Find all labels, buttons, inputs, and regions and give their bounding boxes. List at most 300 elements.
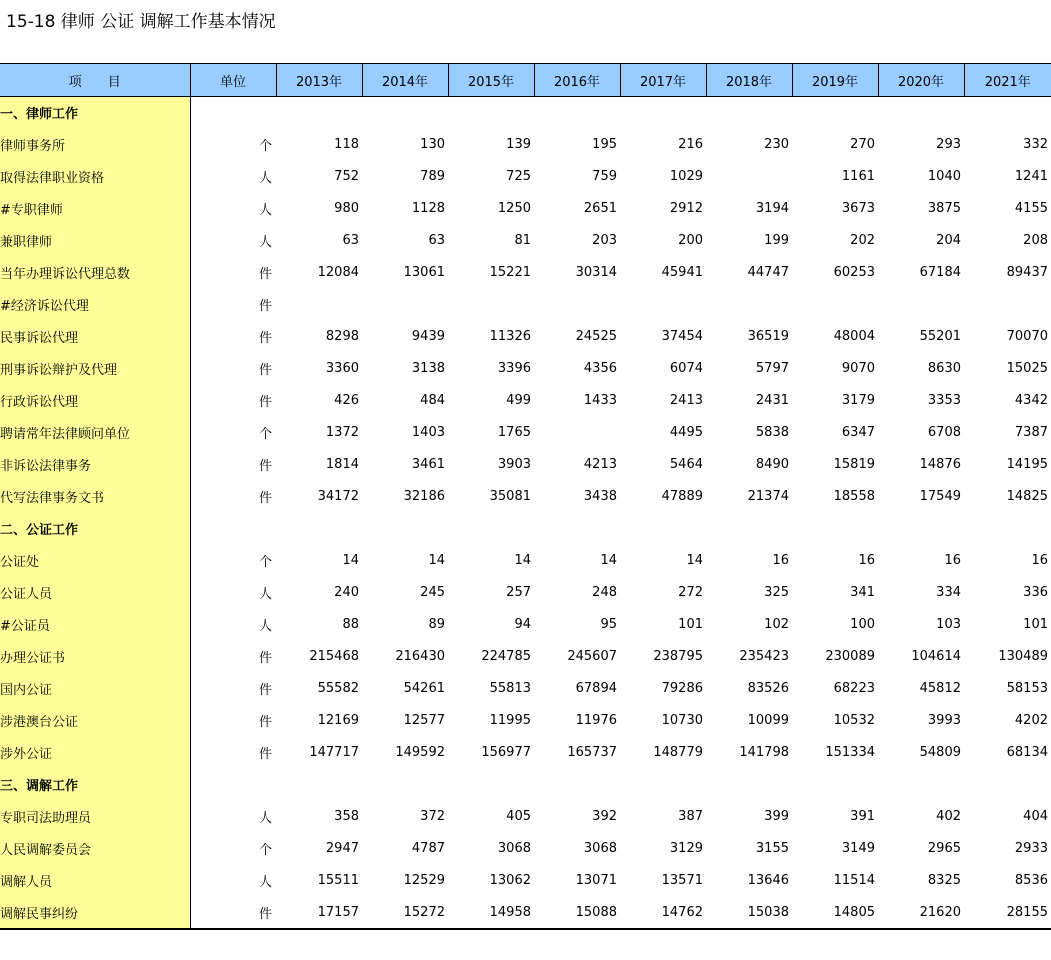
value-cell: 68134: [1006, 745, 1048, 760]
row-label: 代写法律事务文书: [0, 481, 190, 513]
value-cell: [706, 769, 792, 801]
value-cell: 1372: [325, 425, 359, 440]
value-cell: [362, 513, 448, 545]
value-cell: 94: [514, 617, 531, 632]
value-cell: [534, 769, 620, 801]
row-unit: [190, 513, 276, 545]
value-cell: [878, 769, 964, 801]
value-cell: 149592: [395, 745, 445, 760]
value-cell: [276, 289, 362, 321]
value-cell: 8536: [1014, 873, 1048, 888]
value-cell: 151334: [825, 745, 875, 760]
value-cell: 4155: [1014, 201, 1048, 216]
value-cell: 230089: [825, 649, 875, 664]
value-cell: 272: [678, 585, 703, 600]
value-cell: 14: [428, 553, 445, 568]
value-cell: 11976: [575, 713, 617, 728]
value-cell: [620, 97, 706, 129]
table-body: [0, 97, 1051, 929]
value-cell: 5464: [669, 457, 703, 472]
value-cell: 2947: [325, 841, 359, 856]
value-cell: 88: [342, 617, 359, 632]
value-cell: 1161: [841, 169, 875, 184]
table-row: [0, 673, 1051, 705]
value-cell: 203: [592, 233, 617, 248]
row-unit: 个: [258, 139, 272, 154]
value-cell: 789: [420, 169, 445, 184]
row-unit: 人: [258, 587, 272, 602]
value-cell: 12577: [403, 713, 445, 728]
table-row: [0, 833, 1051, 865]
value-cell: 17157: [276, 897, 362, 929]
value-cell: 47889: [661, 489, 703, 504]
row-label: 人民调解委员会: [0, 833, 190, 865]
table-row: [0, 257, 1051, 289]
value-cell: 36519: [747, 329, 789, 344]
value-cell: 6347: [841, 425, 875, 440]
table-row: [0, 481, 1051, 513]
value-cell: 240: [334, 585, 359, 600]
value-cell: 10099: [747, 713, 789, 728]
value-cell: 13646: [747, 873, 789, 888]
value-cell: 156977: [481, 745, 531, 760]
value-cell: 3993: [927, 713, 961, 728]
value-cell: 101: [678, 617, 703, 632]
value-cell: 55813: [489, 681, 531, 696]
value-cell: 1128: [411, 201, 445, 216]
value-cell: [534, 97, 620, 129]
value-cell: 4202: [1014, 713, 1048, 728]
value-cell: 358: [334, 809, 359, 824]
table-row: [0, 161, 1051, 193]
value-cell: 83526: [747, 681, 789, 696]
value-cell: 208: [1023, 233, 1048, 248]
value-cell: 391: [850, 809, 875, 824]
value-cell: [706, 513, 792, 545]
value-cell: 325: [764, 585, 789, 600]
value-cell: 3194: [755, 201, 789, 216]
value-cell: 484: [420, 393, 445, 408]
table-row: [0, 193, 1051, 225]
value-cell: 759: [592, 169, 617, 184]
value-cell: 5797: [755, 361, 789, 376]
table-row: [0, 225, 1051, 257]
table-row: [0, 385, 1051, 417]
value-cell: 245: [420, 585, 445, 600]
value-cell: 89437: [1006, 265, 1048, 280]
value-cell: 13571: [661, 873, 703, 888]
value-cell: 18558: [833, 489, 875, 504]
value-cell: 79286: [661, 681, 703, 696]
value-cell: 15221: [489, 265, 531, 280]
table-row: [0, 577, 1051, 609]
value-cell: 12084: [317, 265, 359, 280]
row-unit: 人: [258, 811, 272, 826]
value-cell: 216430: [395, 649, 445, 664]
value-cell: [706, 289, 792, 321]
row-label: 三、调解工作: [0, 769, 190, 801]
value-cell: [276, 97, 362, 129]
value-cell: 235423: [739, 649, 789, 664]
section-row: [0, 769, 1051, 801]
value-cell: 14: [600, 553, 617, 568]
value-cell: 3068: [497, 841, 531, 856]
value-cell: 14: [514, 553, 531, 568]
value-cell: 13062: [489, 873, 531, 888]
value-cell: 1403: [411, 425, 445, 440]
row-unit: 件: [258, 267, 272, 282]
row-label: 一、律师工作: [0, 97, 190, 129]
value-cell: 15038: [706, 897, 792, 929]
value-cell: 15025: [1006, 361, 1048, 376]
value-cell: 101: [1023, 617, 1048, 632]
row-label: 二、公证工作: [0, 513, 190, 545]
value-cell: 14762: [620, 897, 706, 929]
table-row: [0, 545, 1051, 577]
value-cell: 6708: [927, 425, 961, 440]
value-cell: 24525: [575, 329, 617, 344]
row-label: 刑事诉讼辩护及代理: [0, 353, 190, 385]
row-label: 聘请常年法律顾问单位: [0, 417, 190, 449]
row-unit: 件: [258, 299, 272, 314]
value-cell: [620, 769, 706, 801]
value-cell: 14958: [448, 897, 534, 929]
value-cell: 199: [764, 233, 789, 248]
value-cell: 230: [764, 137, 789, 152]
row-label: 办理公证书: [0, 641, 190, 673]
value-cell: 12529: [403, 873, 445, 888]
table-row: [0, 865, 1051, 897]
row-label: #专职律师: [0, 193, 190, 225]
value-cell: 257: [506, 585, 531, 600]
table-row: [0, 353, 1051, 385]
value-cell: 104614: [911, 649, 961, 664]
header-year: 2013年: [276, 64, 362, 97]
value-cell: [276, 769, 362, 801]
value-cell: 37454: [661, 329, 703, 344]
value-cell: 8298: [325, 329, 359, 344]
value-cell: 15272: [362, 897, 448, 929]
value-cell: 17549: [919, 489, 961, 504]
row-label: 调解民事纠纷: [0, 897, 190, 929]
value-cell: 2431: [755, 393, 789, 408]
header-year: 2020年: [878, 64, 964, 97]
value-cell: 204: [936, 233, 961, 248]
value-cell: 55201: [919, 329, 961, 344]
row-label: 取得法律职业资格: [0, 161, 190, 193]
value-cell: [706, 97, 792, 129]
value-cell: [620, 513, 706, 545]
row-unit: 件: [258, 395, 272, 410]
value-cell: 11995: [489, 713, 531, 728]
value-cell: 399: [764, 809, 789, 824]
value-cell: [878, 289, 964, 321]
value-cell: 16: [944, 553, 961, 568]
row-unit: [190, 769, 276, 801]
value-cell: [964, 97, 1051, 129]
table-row: [0, 609, 1051, 641]
value-cell: 16: [1031, 553, 1048, 568]
value-cell: 752: [334, 169, 359, 184]
value-cell: 3875: [927, 201, 961, 216]
table-row: [0, 641, 1051, 673]
value-cell: 16: [858, 553, 875, 568]
value-cell: 100: [850, 617, 875, 632]
row-unit: 件: [258, 651, 272, 666]
row-unit: 人: [258, 203, 272, 218]
header-year: 2021年: [964, 64, 1051, 97]
row-label: 民事诉讼代理: [0, 321, 190, 353]
row-unit: 件: [258, 459, 272, 474]
value-cell: [534, 289, 620, 321]
row-unit: 人: [258, 619, 272, 634]
row-unit: 人: [258, 875, 272, 890]
value-cell: [362, 289, 448, 321]
value-cell: 3149: [841, 841, 875, 856]
value-cell: 238795: [653, 649, 703, 664]
value-cell: 54261: [403, 681, 445, 696]
value-cell: 34172: [317, 489, 359, 504]
value-cell: [792, 97, 878, 129]
value-cell: 16: [772, 553, 789, 568]
value-cell: 13061: [403, 265, 445, 280]
value-cell: 48004: [833, 329, 875, 344]
table-row: [0, 289, 1051, 321]
table-row: [0, 449, 1051, 481]
value-cell: 334: [936, 585, 961, 600]
table-row: [0, 129, 1051, 161]
value-cell: [878, 97, 964, 129]
value-cell: 8325: [927, 873, 961, 888]
value-cell: 4787: [411, 841, 445, 856]
value-cell: 60253: [833, 265, 875, 280]
value-cell: 14: [686, 553, 703, 568]
value-cell: 195: [592, 137, 617, 152]
value-cell: 55582: [317, 681, 359, 696]
value-cell: [448, 513, 534, 545]
value-cell: 5838: [755, 425, 789, 440]
value-cell: 95: [600, 617, 617, 632]
row-unit: 个: [258, 427, 272, 442]
table-row: [0, 801, 1051, 833]
value-cell: 4495: [669, 425, 703, 440]
value-cell: [792, 289, 878, 321]
row-label: 公证处: [0, 545, 190, 577]
row-label: #经济诉讼代理: [0, 289, 190, 321]
value-cell: 14825: [1006, 489, 1048, 504]
value-cell: 499: [506, 393, 531, 408]
value-cell: [878, 513, 964, 545]
value-cell: 392: [592, 809, 617, 824]
header-year: 2018年: [706, 64, 792, 97]
value-cell: 11326: [489, 329, 531, 344]
header-unit: 单位: [190, 64, 276, 97]
value-cell: 58153: [1006, 681, 1048, 696]
value-cell: 8490: [755, 457, 789, 472]
value-cell: 32186: [403, 489, 445, 504]
value-cell: 10730: [661, 713, 703, 728]
value-cell: 215468: [309, 649, 359, 664]
value-cell: 15088: [534, 897, 620, 929]
value-cell: 4342: [1014, 393, 1048, 408]
row-label: 涉港澳台公证: [0, 705, 190, 737]
value-cell: 7387: [1014, 425, 1048, 440]
value-cell: [362, 769, 448, 801]
header-year: 2016年: [534, 64, 620, 97]
value-cell: [448, 289, 534, 321]
row-label: 行政诉讼代理: [0, 385, 190, 417]
value-cell: 2965: [927, 841, 961, 856]
value-cell: 139: [506, 137, 531, 152]
value-cell: 9070: [841, 361, 875, 376]
value-cell: 165737: [567, 745, 617, 760]
value-cell: 15819: [833, 457, 875, 472]
value-cell: 1433: [583, 393, 617, 408]
value-cell: 147717: [309, 745, 359, 760]
row-label: 非诉讼法律事务: [0, 449, 190, 481]
value-cell: 1029: [669, 169, 703, 184]
value-cell: 14: [342, 553, 359, 568]
value-cell: 14805: [792, 897, 878, 929]
value-cell: [448, 97, 534, 129]
header-row: [0, 64, 1051, 97]
value-cell: 70070: [1006, 329, 1048, 344]
table-row: [0, 417, 1051, 449]
value-cell: 12169: [317, 713, 359, 728]
value-cell: 10532: [833, 713, 875, 728]
value-cell: 402: [936, 809, 961, 824]
section-row: [0, 513, 1051, 545]
table-row: [0, 897, 1051, 929]
value-cell: [534, 417, 620, 449]
value-cell: 54809: [919, 745, 961, 760]
value-cell: 270: [850, 137, 875, 152]
value-cell: 67894: [575, 681, 617, 696]
value-cell: 28155: [964, 897, 1051, 929]
header-year: 2017年: [620, 64, 706, 97]
header-year: 2014年: [362, 64, 448, 97]
value-cell: 3461: [411, 457, 445, 472]
value-cell: 11514: [833, 873, 875, 888]
row-unit: 件: [258, 363, 272, 378]
row-label: 涉外公证: [0, 737, 190, 769]
table-row: [0, 321, 1051, 353]
value-cell: 4213: [583, 457, 617, 472]
table-row: [0, 737, 1051, 769]
value-cell: 336: [1023, 585, 1048, 600]
value-cell: [706, 161, 792, 193]
value-cell: 3179: [841, 393, 875, 408]
table-row: [0, 705, 1051, 737]
value-cell: 2651: [583, 201, 617, 216]
value-cell: 404: [1023, 809, 1048, 824]
value-cell: 387: [678, 809, 703, 824]
value-cell: 67184: [919, 265, 961, 280]
value-cell: 1814: [325, 457, 359, 472]
value-cell: [620, 289, 706, 321]
value-cell: 102: [764, 617, 789, 632]
value-cell: 3155: [755, 841, 789, 856]
value-cell: 1241: [1014, 169, 1048, 184]
value-cell: 3438: [583, 489, 617, 504]
value-cell: 4356: [583, 361, 617, 376]
value-cell: 9439: [411, 329, 445, 344]
value-cell: 3138: [411, 361, 445, 376]
row-unit: 件: [258, 683, 272, 698]
value-cell: [362, 97, 448, 129]
header-year: 2019年: [792, 64, 878, 97]
row-unit: [190, 97, 276, 129]
value-cell: 725: [506, 169, 531, 184]
value-cell: 63: [428, 233, 445, 248]
value-cell: 63: [342, 233, 359, 248]
row-label: 国内公证: [0, 673, 190, 705]
row-unit: 个: [258, 555, 272, 570]
value-cell: 8630: [927, 361, 961, 376]
value-cell: 30314: [575, 265, 617, 280]
value-cell: 202: [850, 233, 875, 248]
value-cell: 1765: [497, 425, 531, 440]
value-cell: 35081: [489, 489, 531, 504]
value-cell: 15511: [317, 873, 359, 888]
value-cell: [964, 769, 1051, 801]
value-cell: 13071: [575, 873, 617, 888]
value-cell: 103: [936, 617, 961, 632]
value-cell: [276, 513, 362, 545]
value-cell: 21374: [747, 489, 789, 504]
row-unit: 个: [258, 843, 272, 858]
row-label: 律师事务所: [0, 129, 190, 161]
statistics-table: [0, 63, 1051, 930]
value-cell: 21620: [878, 897, 964, 929]
value-cell: 2933: [1014, 841, 1048, 856]
value-cell: 3360: [325, 361, 359, 376]
value-cell: 89: [428, 617, 445, 632]
value-cell: 45941: [661, 265, 703, 280]
value-cell: 148779: [653, 745, 703, 760]
value-cell: 980: [334, 201, 359, 216]
row-label: 兼职律师: [0, 225, 190, 257]
value-cell: 293: [936, 137, 961, 152]
header-item: 项 目: [0, 64, 190, 97]
value-cell: 405: [506, 809, 531, 824]
value-cell: 372: [420, 809, 445, 824]
header-year: 2015年: [448, 64, 534, 97]
value-cell: 130: [420, 137, 445, 152]
value-cell: 14195: [1006, 457, 1048, 472]
value-cell: 130489: [998, 649, 1048, 664]
value-cell: 3068: [583, 841, 617, 856]
value-cell: 6074: [669, 361, 703, 376]
row-label: 调解人员: [0, 865, 190, 897]
row-unit: 件: [190, 897, 276, 929]
value-cell: [448, 769, 534, 801]
row-unit: 人: [258, 171, 272, 186]
value-cell: 341: [850, 585, 875, 600]
value-cell: 44747: [747, 265, 789, 280]
section-row: [0, 97, 1051, 129]
value-cell: [964, 513, 1051, 545]
value-cell: 3129: [669, 841, 703, 856]
value-cell: 141798: [739, 745, 789, 760]
value-cell: 224785: [481, 649, 531, 664]
value-cell: [792, 769, 878, 801]
row-label: #公证员: [0, 609, 190, 641]
value-cell: 68223: [833, 681, 875, 696]
row-unit: 件: [258, 491, 272, 506]
value-cell: 1040: [927, 169, 961, 184]
value-cell: 3396: [497, 361, 531, 376]
